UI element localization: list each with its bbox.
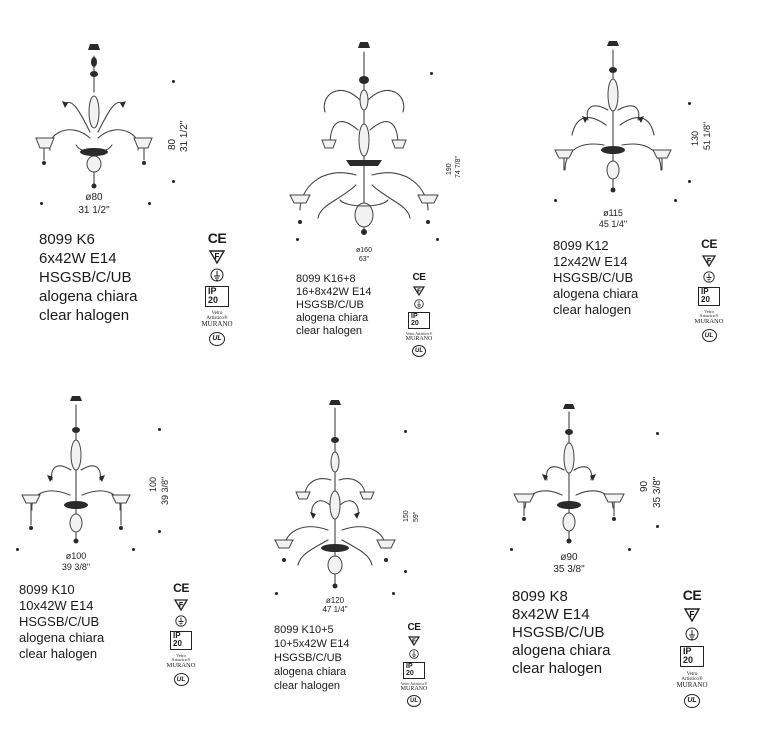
- finish-code: HSGSB/C/UB: [553, 270, 634, 285]
- ce-mark-icon: CE: [407, 622, 421, 633]
- lamp-italian: alogena chiara: [19, 630, 105, 645]
- ul-listed-icon: UL: [407, 695, 421, 707]
- power-rating: 16+8x42W E14: [296, 286, 372, 298]
- murano-glass-logo: Vetro Artistico® MURANO: [400, 680, 428, 692]
- finish-code: HSGSB/C/UB: [19, 614, 100, 629]
- svg-text:F: F: [178, 602, 184, 609]
- power-rating: 10+5x42W E14: [274, 638, 350, 650]
- ground-symbol-icon: [703, 271, 715, 283]
- ce-mark-icon: CE: [701, 237, 717, 251]
- ce-mark-icon: CE: [412, 272, 426, 283]
- height-in-label: 35 3/8": [652, 476, 663, 508]
- spec-block-k8: [512, 588, 610, 678]
- ce-mark-icon: CE: [173, 581, 189, 595]
- murano-glass-logo: Vetro Artistico® MURANO: [201, 310, 233, 328]
- height-cm-label: 80: [167, 138, 178, 150]
- finish-code: HSGSB/C/UB: [296, 299, 364, 311]
- height-cm-label: 100: [148, 476, 158, 492]
- diameter-cm-label: ø115: [603, 208, 623, 218]
- diameter-cm-label: ø120: [325, 596, 345, 605]
- height-in-label: 31 1/2": [179, 120, 190, 152]
- ip20-badge-icon: IP 20: [408, 312, 430, 329]
- ip20-badge-icon: IP 20: [403, 662, 425, 679]
- ip20-badge-icon: IP 20: [698, 287, 720, 306]
- ip20-badge-icon: IP 20: [680, 646, 704, 667]
- diameter-in-label: 31 1/2": [78, 205, 110, 216]
- svg-text:F: F: [706, 258, 712, 265]
- f-triangle-icon: [408, 636, 420, 646]
- f-triangle-icon: [684, 608, 700, 622]
- power-rating: 8x42W E14: [512, 606, 590, 623]
- height-in-label: 59": [413, 511, 420, 522]
- height-cm-label: 130: [690, 130, 700, 146]
- height-in-label: 51 1/8": [702, 121, 712, 150]
- svg-text:F: F: [417, 289, 421, 295]
- ce-mark-icon: CE: [207, 230, 227, 246]
- svg-text:F: F: [689, 610, 695, 619]
- product-code: 8099 K10+5: [274, 624, 334, 636]
- cert-icons-k8: [676, 587, 708, 708]
- finish-code: HSGSB/C/UB: [39, 269, 132, 286]
- diameter-in-label: 35 3/8": [553, 564, 585, 575]
- diameter-in-label: 47 1/4": [322, 605, 348, 614]
- power-rating: 10x42W E14: [19, 598, 94, 613]
- height-in-label: 39 3/8": [160, 476, 170, 505]
- product-code: 8099 K6: [39, 231, 95, 248]
- product-code: 8099 K16+8: [296, 273, 356, 285]
- lamp-italian: alogena chiara: [296, 312, 369, 324]
- ground-symbol-icon: [685, 627, 699, 641]
- power-rating: 12x42W E14: [553, 254, 628, 269]
- diameter-in-label: 45 1/4": [598, 219, 628, 229]
- cert-icons-k105: [400, 622, 428, 707]
- ul-listed-icon: UL: [412, 345, 426, 357]
- product-code: 8099 K12: [553, 238, 609, 253]
- height-in-label: 74 7/8": [455, 156, 462, 178]
- ce-mark-icon: CE: [682, 587, 702, 603]
- lamp-english: clear halogen: [553, 302, 632, 317]
- lamp-english: clear halogen: [296, 325, 363, 337]
- lamp-english: clear halogen: [512, 660, 603, 677]
- finish-code: HSGSB/C/UB: [512, 624, 605, 641]
- power-rating: 6x42W E14: [39, 250, 117, 267]
- lamp-italian: alogena chiara: [274, 666, 347, 678]
- diameter-in-label: 63": [358, 256, 370, 263]
- murano-glass-logo: Vetro Artistico® MURANO: [405, 330, 433, 342]
- product-code: 8099 K10: [19, 582, 75, 597]
- lamp-italian: alogena chiara: [39, 288, 138, 305]
- ground-symbol-icon: [175, 615, 187, 627]
- lamp-italian: alogena chiara: [512, 642, 611, 659]
- product-code: 8099 K8: [512, 588, 568, 605]
- diameter-cm-label: ø160: [356, 247, 372, 254]
- diameter-cm-label: ø100: [65, 551, 87, 561]
- ip20-badge-icon: IP 20: [205, 286, 229, 307]
- svg-text:F: F: [412, 639, 416, 645]
- murano-glass-logo: Vetro Artistico® MURANO: [676, 671, 708, 689]
- diameter-in-label: 39 3/8": [61, 562, 91, 572]
- cert-icons-k12: [694, 237, 724, 342]
- f-triangle-icon: [174, 599, 188, 611]
- finish-code: HSGSB/C/UB: [274, 652, 342, 664]
- diameter-cm-label: ø90: [560, 552, 578, 563]
- height-cm-label: 90: [639, 480, 650, 492]
- spec-block-k105: [274, 623, 350, 693]
- lamp-english: clear halogen: [19, 646, 98, 661]
- height-cm-label: 150: [403, 510, 410, 522]
- ul-listed-icon: UL: [209, 332, 225, 346]
- ul-listed-icon: UL: [684, 694, 700, 708]
- height-cm-label: 190: [446, 163, 453, 175]
- ground-symbol-icon: [409, 649, 419, 659]
- f-triangle-icon: [702, 255, 716, 267]
- murano-glass-logo: Vetro Artistico® MURANO: [166, 652, 196, 669]
- svg-text:F: F: [214, 252, 220, 261]
- diameter-cm-label: ø80: [85, 192, 103, 203]
- lamp-english: clear halogen: [39, 307, 130, 324]
- murano-glass-logo: Vetro Artistico® MURANO: [694, 308, 724, 325]
- ul-listed-icon: UL: [174, 673, 189, 686]
- ip20-badge-icon: IP 20: [170, 631, 192, 650]
- lamp-english: clear halogen: [274, 680, 341, 692]
- ul-listed-icon: UL: [702, 329, 717, 342]
- lamp-italian: alogena chiara: [553, 286, 639, 301]
